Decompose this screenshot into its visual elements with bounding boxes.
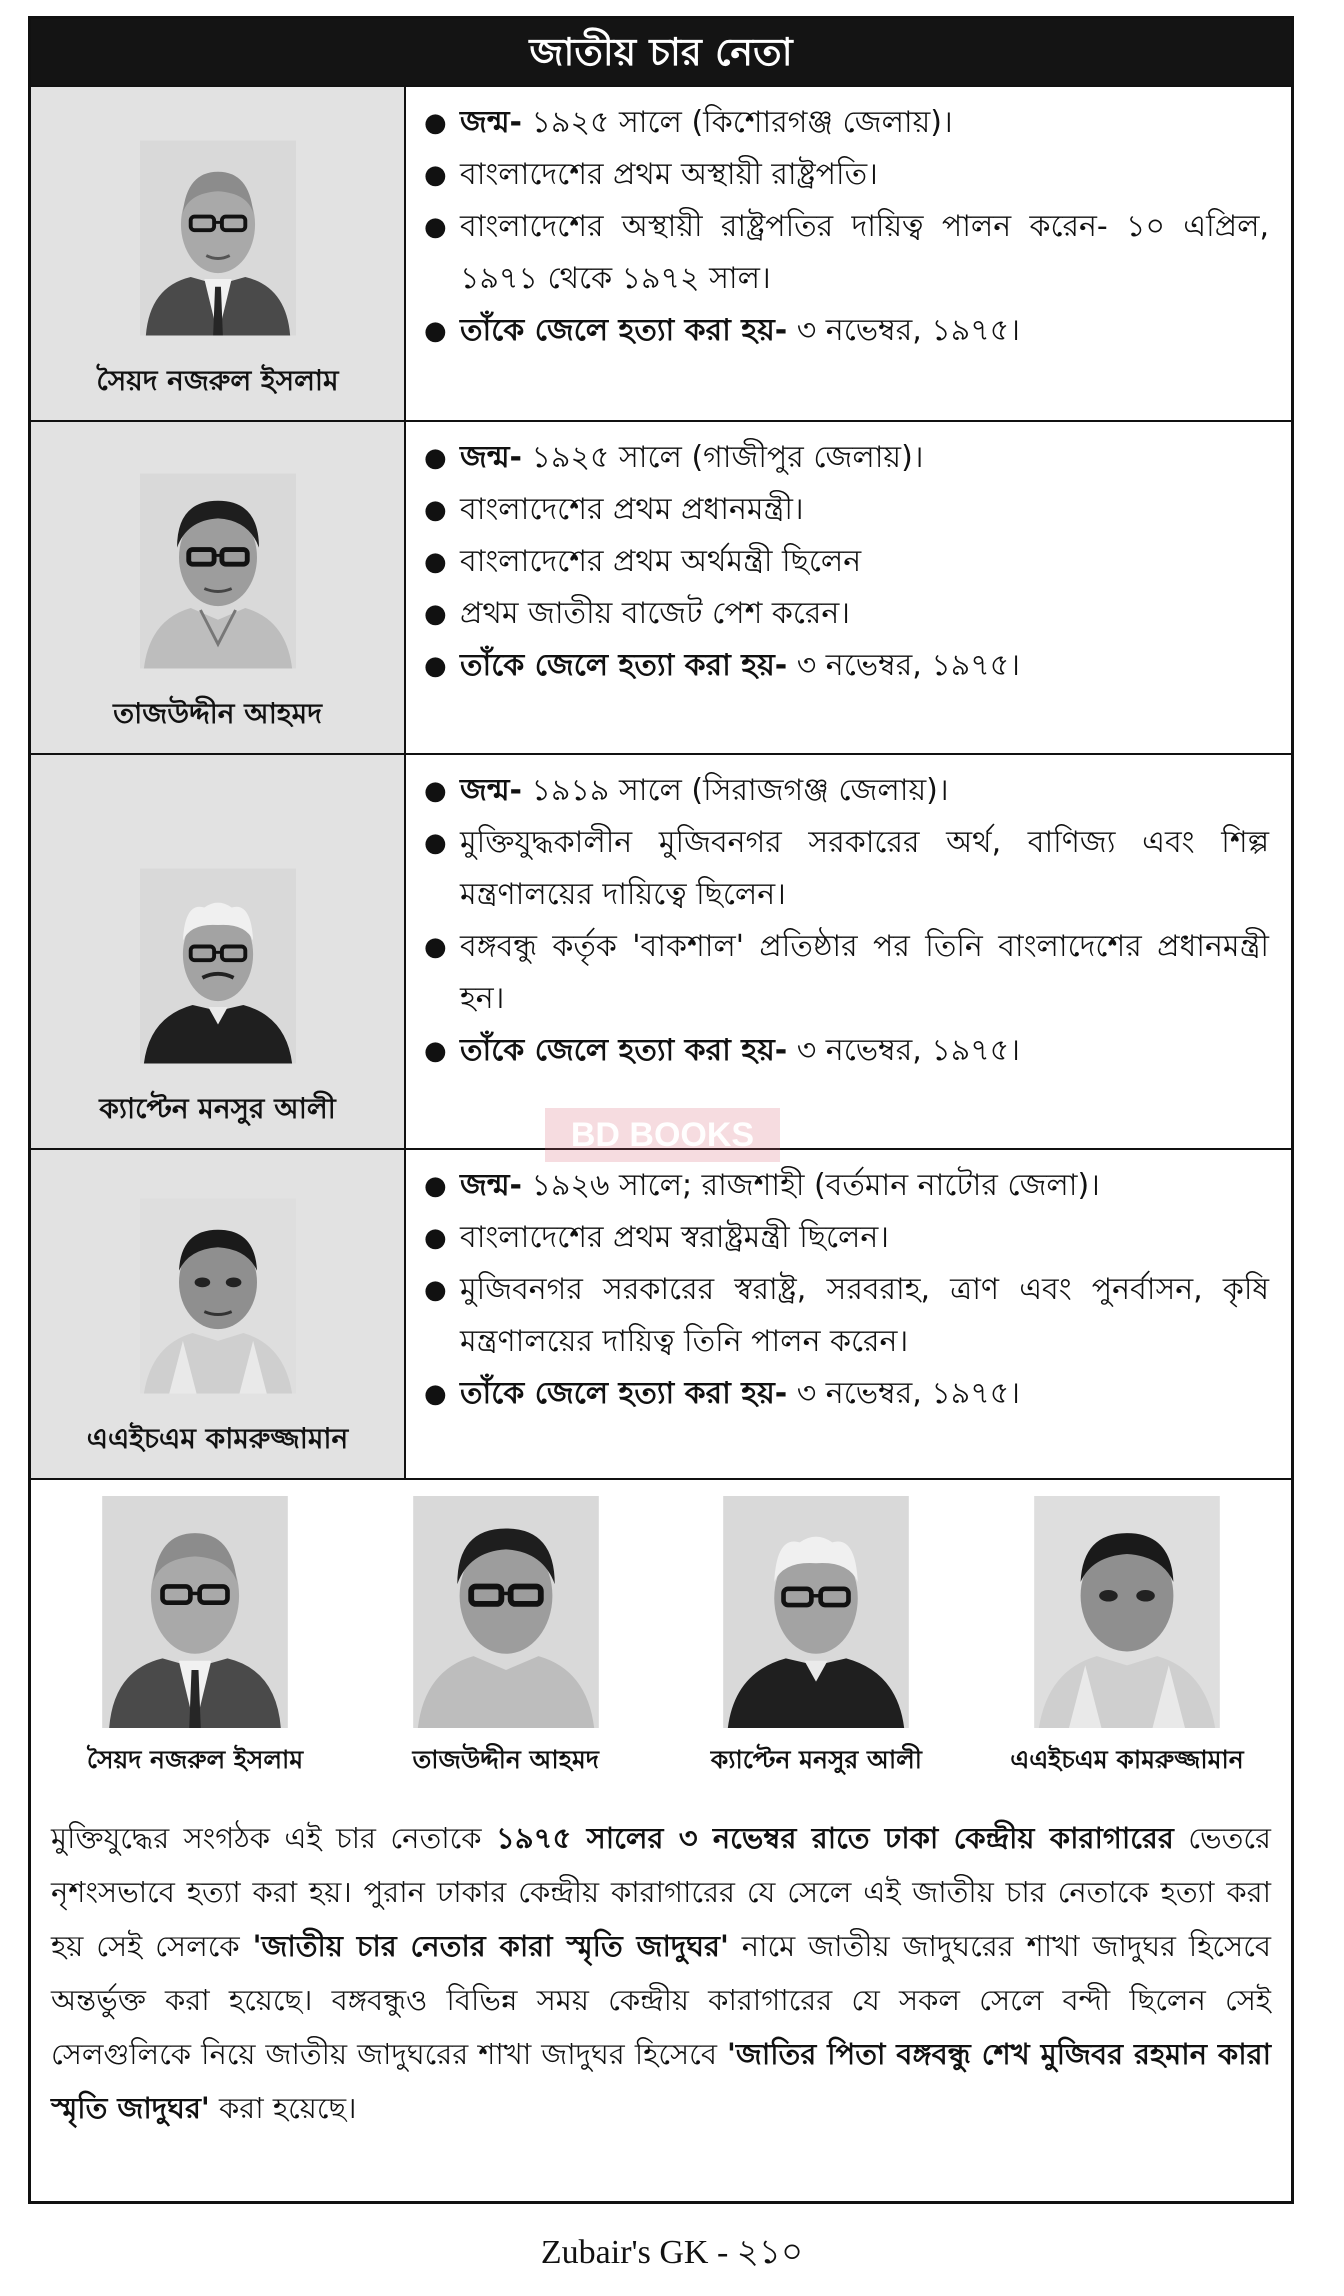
portrait-photo xyxy=(140,139,296,337)
leader-row xyxy=(31,420,1291,753)
leader-name-caption: ক্যাপ্টেন মনসুর আলী xyxy=(99,1092,336,1125)
leader-name-caption: সৈয়দ নজরুল ইসলাম xyxy=(96,364,339,397)
leader-facts xyxy=(406,422,1291,753)
leader-name-caption: তাজউদ্দীন আহমদ xyxy=(113,697,322,730)
fact-item: ● বাংলাদেশের প্রথম স্বরাষ্ট্রমন্ত্রী ছিলেন। xyxy=(424,1212,1269,1264)
gallery-item xyxy=(45,1496,345,1783)
fact-item: ● বাংলাদেশের অস্থায়ী রাষ্ট্রপতির দায়িত্ব পালন করেন- ১০ এপ্রিল, ১৯৭১ থেকে ১৯৭২ সাল। xyxy=(424,201,1269,305)
portrait-photo xyxy=(1029,1496,1225,1728)
leader-photo-cell xyxy=(31,755,406,1148)
fact-item: ● জন্ম- ১৯২৬ সালে; রাজশাহী (বর্তমান নাটোর জেলা)। xyxy=(424,1160,1269,1212)
fact-item: ● প্রথম জাতীয় বাজেট পেশ করেন। xyxy=(424,588,1269,640)
leader-photo-cell xyxy=(31,1150,406,1478)
leader-row xyxy=(31,753,1291,1148)
gallery-item xyxy=(666,1496,966,1783)
watermark-logo: BD BOOKS xyxy=(545,1108,780,1162)
leader-name-caption: এএইচএম কামরুজ্জামান xyxy=(86,1422,349,1455)
portrait-photo xyxy=(140,867,296,1065)
gallery-row xyxy=(45,1496,1277,1783)
gallery-caption: ক্যাপ্টেন মনসুর আলী xyxy=(710,1745,922,1774)
gallery-caption: তাজউদ্দীন আহমদ xyxy=(412,1745,599,1774)
fact-item: ● তাঁকে জেলে হত্যা করা হয়- ৩ নভেম্বর, ১৯৭৫। xyxy=(424,1368,1269,1420)
portrait-photo xyxy=(408,1496,604,1728)
gallery-caption: সৈয়দ নজরুল ইসলাম xyxy=(86,1745,304,1774)
fact-item: ● তাঁকে জেলে হত্যা করা হয়- ৩ নভেম্বর, ১৯৭৫। xyxy=(424,305,1269,357)
gallery-item xyxy=(977,1496,1277,1783)
fact-item: ● জন্ম- ১৯২৫ সালে (কিশোরগঞ্জ জেলায়)। xyxy=(424,97,1269,149)
leader-photo-cell xyxy=(31,422,406,753)
leader-row xyxy=(31,1148,1291,1478)
page-frame xyxy=(28,16,1294,2204)
fact-item: ● বঙ্গবন্ধু কর্তৃক 'বাকশাল' প্রতিষ্ঠার পর তিনি বাংলাদেশের প্রধানমন্ত্রী হন। xyxy=(424,921,1269,1025)
portrait-photo xyxy=(140,1197,296,1395)
leader-facts xyxy=(406,87,1291,420)
fact-item: ● তাঁকে জেলে হত্যা করা হয়- ৩ নভেম্বর, ১৯৭৫। xyxy=(424,1025,1269,1077)
summary-paragraph: মুক্তিযুদ্ধের সংগঠক এই চার নেতাকে ১৯৭৫ সালের ৩ নভেম্বর রাতে ঢাকা কেন্দ্রীয় কারাগারের ভেতরে নৃশংসভাবে হত্যা করা হয়। পুরান ঢাকার কেন্দ্রীয় কারাগারের যে সেলে এই জাতীয় চার নেতাকে হত্যা করা হয় সেই সেলকে 'জাতীয় চার নেতার কারা স্মৃতি জাদুঘর' নামে জাতীয় জাদুঘরের শাখা জাদুঘর হিসেবে অন্তর্ভুক্ত করা হয়েছে। বঙ্গবন্ধুও বিভিন্ন সময় কেন্দ্রীয় কারাগারের যে সকল সেলে বন্দী ছিলেন সেই সেলগুলিকে নিয়ে জাতীয় জাদুঘরের শাখা জাদুঘর হিসেবে 'জাতির পিতা বঙ্গবন্ধু শেখ মুজিবর রহমান কারা স্মৃতি জাদুঘর' করা হয়েছে। xyxy=(51,1821,1272,2125)
gallery-caption: এএইচএম কামরুজ্জামান xyxy=(1010,1745,1244,1774)
gallery-item xyxy=(356,1496,656,1783)
gallery-section xyxy=(31,1478,1291,2135)
page-title: জাতীয় চার নেতা xyxy=(31,19,1291,85)
portrait-photo xyxy=(718,1496,914,1728)
page-footer: Zubair's GK - ২১০ xyxy=(540,2234,804,2271)
leader-facts xyxy=(406,1150,1291,1478)
portrait-photo xyxy=(97,1496,293,1728)
fact-item: ● জন্ম- ১৯২৫ সালে (গাজীপুর জেলায়)। xyxy=(424,432,1269,484)
fact-item: ● বাংলাদেশের প্রথম প্রধানমন্ত্রী। xyxy=(424,484,1269,536)
fact-item: ● বাংলাদেশের প্রথম অর্থমন্ত্রী ছিলেন xyxy=(424,536,1269,588)
fact-item: ● জন্ম- ১৯১৯ সালে (সিরাজগঞ্জ জেলায়)। xyxy=(424,765,1269,817)
leader-facts xyxy=(406,755,1291,1148)
fact-item: ● তাঁকে জেলে হত্যা করা হয়- ৩ নভেম্বর, ১৯৭৫। xyxy=(424,640,1269,692)
fact-item: ● মুজিবনগর সরকারের স্বরাষ্ট্র, সরবরাহ, ত্রাণ এবং পুনর্বাসন, কৃষি মন্ত্রণালয়ের দায়িত্ব তিনি পালন করেন। xyxy=(424,1264,1269,1368)
fact-item: ● মুক্তিযুদ্ধকালীন মুজিবনগর সরকারের অর্থ, বাণিজ্য এবং শিল্প মন্ত্রণালয়ের দায়িত্বে ছিলেন। xyxy=(424,817,1269,921)
leader-row xyxy=(31,85,1291,420)
portrait-photo xyxy=(140,472,296,670)
leader-photo-cell xyxy=(31,87,406,420)
fact-item: ● বাংলাদেশের প্রথম অস্থায়ী রাষ্ট্রপতি। xyxy=(424,149,1269,201)
